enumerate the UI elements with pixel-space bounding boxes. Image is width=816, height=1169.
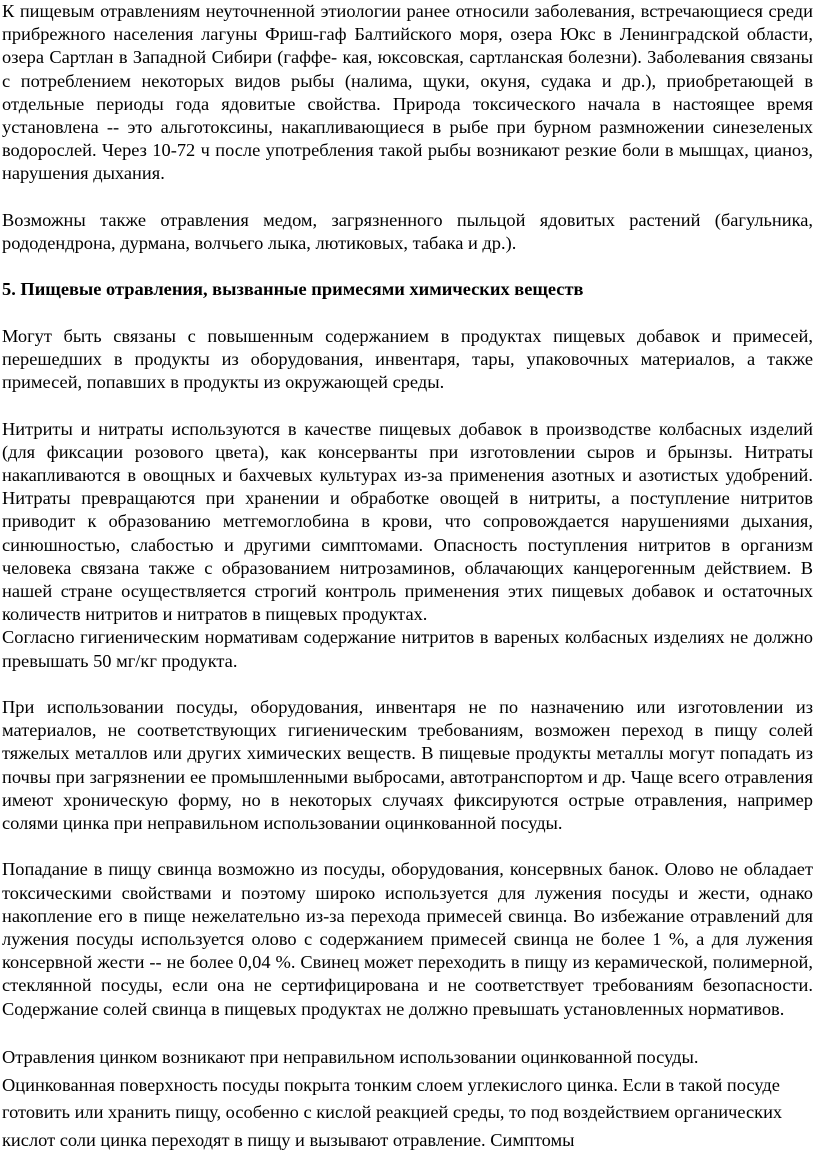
section-heading-chemical-poisoning: 5. Пищевые отравления, вызванные примесями химических веществ <box>2 279 584 300</box>
paragraph-nitrite-norm: Согласно гигиеническим нормативам содержание нитритов в вареных колбасных изделиях не должно превышать 50 мг/кг продукта. <box>2 627 813 671</box>
paragraph-spacer <box>2 302 813 325</box>
paragraph-spacer <box>2 255 813 278</box>
paragraph-lead: Попадание в пищу свинца возможно из посуды, оборудования, консервных банок. Олово не обладает токсическими свойствами и поэтому широко используется для лужения посуды и жести, однако накопление его в пище нежелательно из-за перехода примесей свинца. Во избежание отравлений для лужения посуды используется олово с содержанием примесей свинца не более 1 %, а для лужения консервной жести -- не более 0,04 %. Свинец может переходить в пищу из керамической, полимерной, стеклянной посуды, если она не сертифицирована и не соответствует требованиям безопасности. Содержание солей свинца в пищевых продуктах не должно превышать установленных нормативов. <box>2 859 813 1019</box>
paragraph-honey-poisoning: Возможны также отравления медом, загрязненного пыльцой ядовитых растений (багульника, рододендрона, дурмана, волчьего лыка, лютиковых, табака и др.). <box>2 209 813 254</box>
paragraph-heavy-metals: При использовании посуды, оборудования, инвентаря не по назначению или изготовлении из материалов, не соответствующих гигиеническим требованиям, возможен переход в пищу солей тяжелых металлов или других химических веществ. В пищевые продукты металлы могут попадать из почвы при загрязнении ее промышленными выбросами, автотранспортом и др. Чаще всего отравления имеют хроническую форму, но в некоторых случаях фиксируются острые отравления, например солями цинка при неправильном использовании оцинкованной посуды. <box>2 697 813 834</box>
paragraph-zinc: Отравления цинком возникают при неправильном использовании оцинкованной посуды. Оцинкованная поверхность посуды покрыта тонким слоем углекислого цинка. Если в такой посуде готовить или хранить пищу, особенно с кислой реакцией среды, то под воздействием органических кислот соли цинка переходят в пищу и вызывают отравление. Симптомы <box>2 1047 783 1150</box>
paragraph-nitrites-nitrates: Нитриты и нитраты используются в качестве пищевых добавок в производстве колбасных изделий (для фиксации розового цвета), как консерванты при изготовлении сыров и брынзы. Нитраты накапливаются в овощных и бахчевых культурах из-за применения азотных и азотистых удобрений. Нитраты превращаются при хранении и обработке овощей в нитриты, а поступление нитритов приводит к образованию метгемоглобина в крови, что сопровождается нарушениями дыхания, синюшностью, слабостью и другими симптомами. Опасность поступления нитритов в организм человека связана также с образованием нитрозаминов, облачающих канцерогенным действием. В нашей стране осуществляется строгий контроль применения этих пищевых добавок и остаточных количеств нитритов и нитратов в пищевых продуктах. <box>2 418 813 625</box>
paragraph-spacer <box>2 1021 813 1044</box>
paragraph-spacer <box>2 835 813 858</box>
paragraph-spacer <box>2 186 813 209</box>
paragraph-spacer <box>2 394 813 417</box>
paragraph-food-additives: Могут быть связаны с повышенным содержанием в продуктах пищевых добавок и примесей, перешедших в продукты из оборудования, инвентаря, тары, упаковочных материалов, а также примесей, попавших в продукты из окружающей среды. <box>2 325 813 393</box>
paragraph-unspecified-etiology: К пищевым отравлениям неуточненной этиологии ранее относили заболевания, встречающиеся среди прибрежного населения лагуны Фриш-гаф Балтийского моря, озера Юкс в Ленинградской области, озера Сартлан в Западной Сибири (гаффе- кая, юксовская, сартланская болезни). Заболевания связаны с потреблением некоторых видов рыбы (налима, щуки, окуня, судака и др.), приобретающей в отдельные периоды года ядовитые свойства. Природа токсического начала в настоящее время установлена -- это альготоксины, накапливающиеся в рыбе при бурном размножении синезеленых водорослей. Через 10-72 ч после употребления такой рыбы возникают резкие боли в мышцах, цианоз, нарушения дыхания. <box>2 1 813 184</box>
paragraph-spacer <box>2 673 813 696</box>
